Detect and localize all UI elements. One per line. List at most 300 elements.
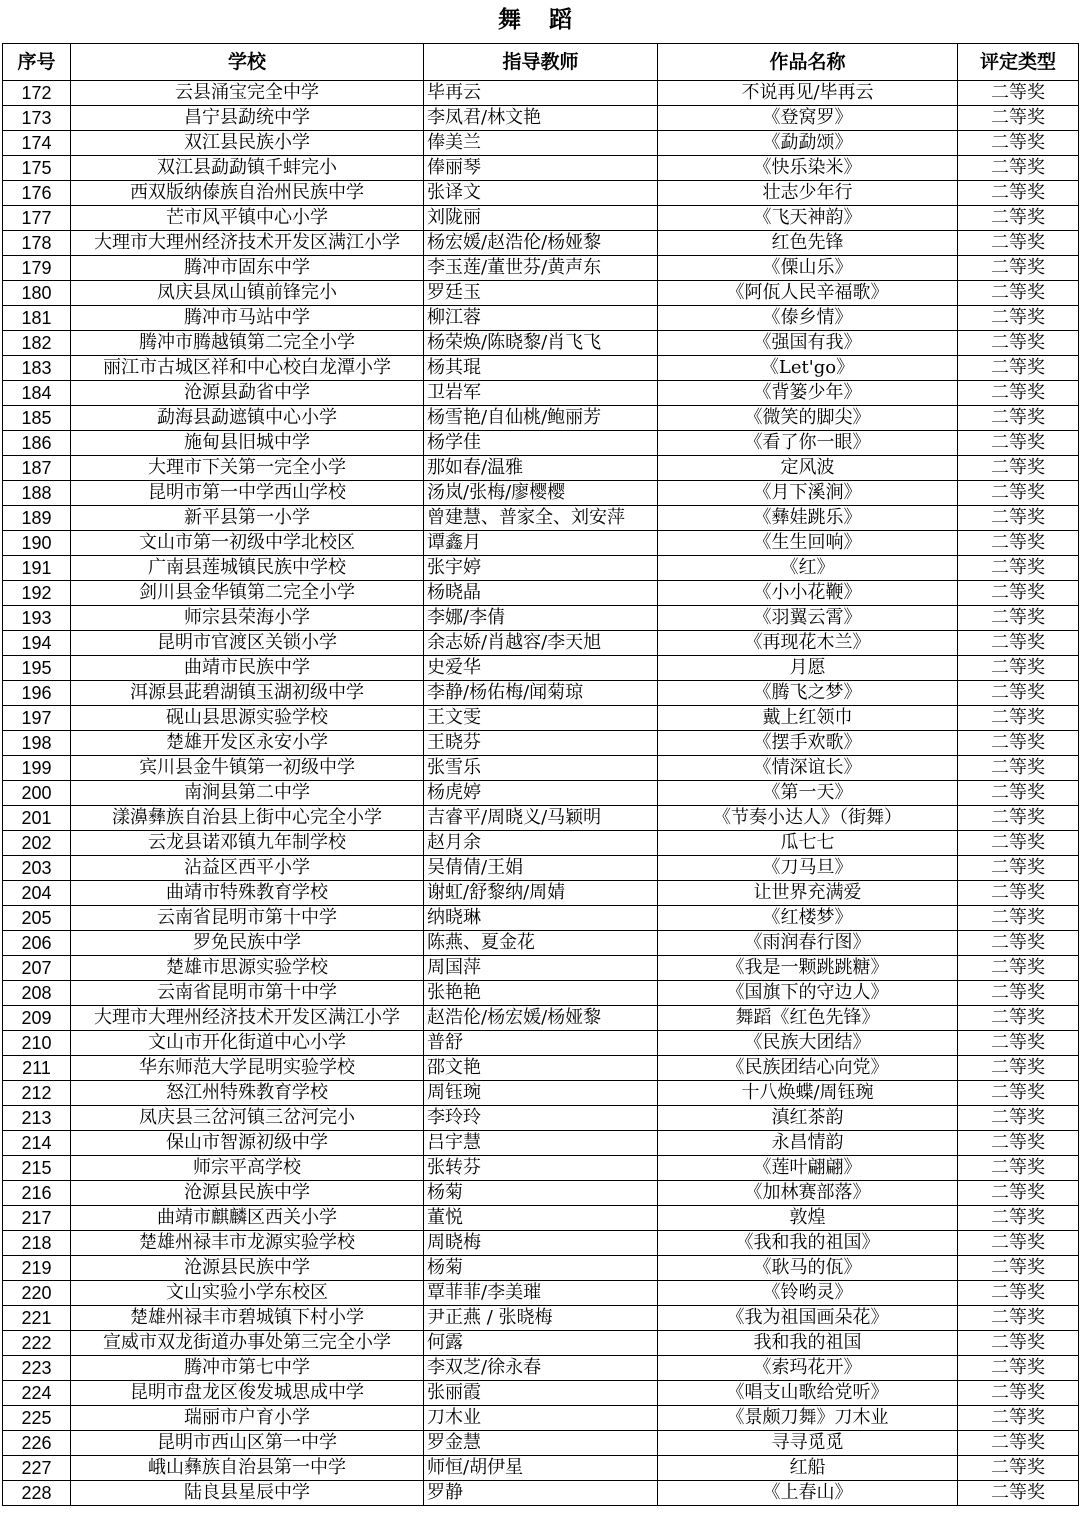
table-row	[3, 1306, 1079, 1331]
work-title-cell: 《小小花鞭》	[658, 581, 958, 606]
award-cell: 二等奖	[958, 906, 1079, 931]
row-index: 207	[3, 956, 71, 981]
award-cell: 二等奖	[958, 1456, 1079, 1481]
row-index: 181	[3, 306, 71, 331]
row-index: 228	[3, 1481, 71, 1506]
teacher-cell: 杨其琨	[424, 356, 658, 381]
teacher-cell: 张宇婷	[424, 556, 658, 581]
work-title-cell: 《情深谊长》	[658, 756, 958, 781]
row-index: 226	[3, 1431, 71, 1456]
work-title-cell: 《节奏小达人》（街舞）	[658, 806, 958, 831]
school-cell: 瑞丽市户育小学	[71, 1406, 424, 1431]
table-row	[3, 1356, 1079, 1381]
table-row	[3, 431, 1079, 456]
table-row	[3, 981, 1079, 1006]
table-row	[3, 1481, 1079, 1506]
work-title-cell: 《第一天》	[658, 781, 958, 806]
teacher-cell: 张雪乐	[424, 756, 658, 781]
school-cell: 芒市风平镇中心小学	[71, 206, 424, 231]
teacher-cell: 李静/杨佑梅/闻菊琼	[424, 681, 658, 706]
row-index: 189	[3, 506, 71, 531]
row-index: 185	[3, 406, 71, 431]
work-title-cell: 《上春山》	[658, 1481, 958, 1506]
work-title-cell: 寻寻觅觅	[658, 1431, 958, 1456]
award-cell: 二等奖	[958, 1406, 1079, 1431]
teacher-cell: 赵浩伦/杨宏媛/杨娅黎	[424, 1006, 658, 1031]
award-cell: 二等奖	[958, 1256, 1079, 1281]
table-row	[3, 331, 1079, 356]
award-cell: 二等奖	[958, 1306, 1079, 1331]
row-index: 227	[3, 1456, 71, 1481]
row-index: 216	[3, 1181, 71, 1206]
school-cell: 云县涌宝完全中学	[71, 81, 424, 106]
school-cell: 文山实验小学东校区	[71, 1281, 424, 1306]
table-row	[3, 231, 1079, 256]
school-cell: 峨山彝族自治县第一中学	[71, 1456, 424, 1481]
work-title-cell: 《红楼梦》	[658, 906, 958, 931]
award-cell: 二等奖	[958, 1056, 1079, 1081]
award-cell: 二等奖	[958, 1181, 1079, 1206]
table-row	[3, 781, 1079, 806]
teacher-cell: 纳晓琳	[424, 906, 658, 931]
teacher-cell: 杨荣焕/陈晓黎/肖飞飞	[424, 331, 658, 356]
school-cell: 昆明市盘龙区俊发城思成中学	[71, 1381, 424, 1406]
row-index: 222	[3, 1331, 71, 1356]
teacher-cell: 尹正燕 / 张晓梅	[424, 1306, 658, 1331]
row-index: 194	[3, 631, 71, 656]
row-index: 220	[3, 1281, 71, 1306]
row-index: 180	[3, 281, 71, 306]
table-row	[3, 456, 1079, 481]
row-index: 201	[3, 806, 71, 831]
header-school: 学校	[71, 44, 424, 81]
award-cell: 二等奖	[958, 831, 1079, 856]
table-row	[3, 1256, 1079, 1281]
row-index: 191	[3, 556, 71, 581]
award-cell: 二等奖	[958, 956, 1079, 981]
row-index: 177	[3, 206, 71, 231]
work-title-cell: 《国旗下的守边人》	[658, 981, 958, 1006]
table-row	[3, 1031, 1079, 1056]
row-index: 178	[3, 231, 71, 256]
work-title-cell: 《背篓少年》	[658, 381, 958, 406]
award-cell: 二等奖	[958, 181, 1079, 206]
work-title-cell: 《唱支山歌给党听》	[658, 1381, 958, 1406]
award-cell: 二等奖	[958, 1156, 1079, 1181]
table-row	[3, 656, 1079, 681]
school-cell: 腾冲市马站中学	[71, 306, 424, 331]
award-cell: 二等奖	[958, 81, 1079, 106]
header-teacher: 指导教师	[424, 44, 658, 81]
work-title-cell: 《飞天神韵》	[658, 206, 958, 231]
work-title-cell: 戴上红领巾	[658, 706, 958, 731]
table-row	[3, 1231, 1079, 1256]
school-cell: 保山市智源初级中学	[71, 1131, 424, 1156]
work-title-cell: 《民族大团结》	[658, 1031, 958, 1056]
award-cell: 二等奖	[958, 1131, 1079, 1156]
row-index: 206	[3, 931, 71, 956]
school-cell: 曲靖市麒麟区西关小学	[71, 1206, 424, 1231]
table-row	[3, 1081, 1079, 1106]
row-index: 203	[3, 856, 71, 881]
work-title-cell: 不说再见/毕再云	[658, 81, 958, 106]
award-cell: 二等奖	[958, 1106, 1079, 1131]
teacher-cell: 周晓梅	[424, 1231, 658, 1256]
award-cell: 二等奖	[958, 531, 1079, 556]
table-row	[3, 156, 1079, 181]
row-index: 173	[3, 106, 71, 131]
work-title-cell: 永昌情韵	[658, 1131, 958, 1156]
work-title-cell: 敦煌	[658, 1206, 958, 1231]
award-cell: 二等奖	[958, 1281, 1079, 1306]
header-work: 作品名称	[658, 44, 958, 81]
work-title-cell: 《看了你一眼》	[658, 431, 958, 456]
teacher-cell: 俸丽琴	[424, 156, 658, 181]
school-cell: 勐海县勐遮镇中心小学	[71, 406, 424, 431]
work-title-cell: 《雨润春行图》	[658, 931, 958, 956]
page-title: 舞 蹈	[497, 7, 582, 33]
teacher-cell: 柳江蓉	[424, 306, 658, 331]
work-title-cell: 定风波	[658, 456, 958, 481]
teacher-cell: 刀木业	[424, 1406, 658, 1431]
teacher-cell: 何露	[424, 1331, 658, 1356]
row-index: 215	[3, 1156, 71, 1181]
school-cell: 楚雄州禄丰市龙源实验学校	[71, 1231, 424, 1256]
table-row	[3, 306, 1079, 331]
table-body	[3, 81, 1079, 1506]
award-cell: 二等奖	[958, 1331, 1079, 1356]
table-row	[3, 931, 1079, 956]
table-row	[3, 381, 1079, 406]
award-cell: 二等奖	[958, 931, 1079, 956]
teacher-cell: 刘陇丽	[424, 206, 658, 231]
teacher-cell: 吕宇慧	[424, 1131, 658, 1156]
school-cell: 陆良县星辰中学	[71, 1481, 424, 1506]
school-cell: 施甸县旧城中学	[71, 431, 424, 456]
header-award: 评定类型	[958, 44, 1079, 81]
teacher-cell: 杨学佳	[424, 431, 658, 456]
row-index: 174	[3, 131, 71, 156]
row-index: 183	[3, 356, 71, 381]
table-row	[3, 706, 1079, 731]
teacher-cell: 俸美兰	[424, 131, 658, 156]
work-title-cell: 《Let'go》	[658, 356, 958, 381]
school-cell: 腾冲市第七中学	[71, 1356, 424, 1381]
teacher-cell: 王晓芬	[424, 731, 658, 756]
row-index: 212	[3, 1081, 71, 1106]
teacher-cell: 覃菲菲/李美璀	[424, 1281, 658, 1306]
row-index: 198	[3, 731, 71, 756]
school-cell: 宾川县金牛镇第一初级中学	[71, 756, 424, 781]
table-row	[3, 881, 1079, 906]
work-title-cell: 我和我的祖国	[658, 1331, 958, 1356]
school-cell: 云南省昆明市第十中学	[71, 981, 424, 1006]
table-row	[3, 631, 1079, 656]
award-cell: 二等奖	[958, 381, 1079, 406]
table-row	[3, 556, 1079, 581]
table-row	[3, 481, 1079, 506]
work-title-cell: 《登窝罗》	[658, 106, 958, 131]
work-title-cell: 《生生回响》	[658, 531, 958, 556]
row-index: 182	[3, 331, 71, 356]
table-row	[3, 1156, 1079, 1181]
teacher-cell: 王文雯	[424, 706, 658, 731]
school-cell: 凤庆县凤山镇前锋完小	[71, 281, 424, 306]
award-cell: 二等奖	[958, 406, 1079, 431]
table-row	[3, 256, 1079, 281]
award-cell: 二等奖	[958, 481, 1079, 506]
work-title-cell: 《刀马旦》	[658, 856, 958, 881]
row-index: 195	[3, 656, 71, 681]
school-cell: 腾冲市腾越镇第二完全小学	[71, 331, 424, 356]
teacher-cell: 邵文艳	[424, 1056, 658, 1081]
school-cell: 罗免民族中学	[71, 931, 424, 956]
teacher-cell: 杨菊	[424, 1256, 658, 1281]
row-index: 210	[3, 1031, 71, 1056]
award-cell: 二等奖	[958, 1081, 1079, 1106]
teacher-cell: 汤岚/张梅/廖樱樱	[424, 481, 658, 506]
work-title-cell: 《加林赛部落》	[658, 1181, 958, 1206]
award-cell: 二等奖	[958, 656, 1079, 681]
school-cell: 楚雄市思源实验学校	[71, 956, 424, 981]
work-title-cell: 《我是一颗跳跳糖》	[658, 956, 958, 981]
school-cell: 曲靖市特殊教育学校	[71, 881, 424, 906]
work-title-cell: 《莲叶翩翩》	[658, 1156, 958, 1181]
table-row	[3, 1431, 1079, 1456]
teacher-cell: 史爱华	[424, 656, 658, 681]
table-row	[3, 181, 1079, 206]
school-cell: 沧源县勐省中学	[71, 381, 424, 406]
row-index: 219	[3, 1256, 71, 1281]
teacher-cell: 杨菊	[424, 1181, 658, 1206]
row-index: 208	[3, 981, 71, 1006]
awards-table	[2, 43, 1079, 1506]
award-cell: 二等奖	[958, 306, 1079, 331]
school-cell: 新平县第一小学	[71, 506, 424, 531]
award-cell: 二等奖	[958, 981, 1079, 1006]
school-cell: 文山市第一初级中学北校区	[71, 531, 424, 556]
row-index: 205	[3, 906, 71, 931]
row-index: 214	[3, 1131, 71, 1156]
school-cell: 腾冲市固东中学	[71, 256, 424, 281]
work-title-cell: 《月下溪涧》	[658, 481, 958, 506]
school-cell: 双江县民族小学	[71, 131, 424, 156]
work-title-cell: 瓜七七	[658, 831, 958, 856]
row-index: 223	[3, 1356, 71, 1381]
work-title-cell: 《强国有我》	[658, 331, 958, 356]
award-cell: 二等奖	[958, 281, 1079, 306]
row-index: 188	[3, 481, 71, 506]
row-index: 184	[3, 381, 71, 406]
work-title-cell: 滇红茶韵	[658, 1106, 958, 1131]
teacher-cell: 曾建慧、普家全、刘安萍	[424, 506, 658, 531]
work-title-cell: 《我和我的祖国》	[658, 1231, 958, 1256]
school-cell: 昆明市西山区第一中学	[71, 1431, 424, 1456]
teacher-cell: 董悦	[424, 1206, 658, 1231]
teacher-cell: 卫岩军	[424, 381, 658, 406]
table-row	[3, 1381, 1079, 1406]
work-title-cell: 《民族团结心向党》	[658, 1056, 958, 1081]
teacher-cell: 谭鑫月	[424, 531, 658, 556]
row-index: 225	[3, 1406, 71, 1431]
school-cell: 大理市下关第一完全小学	[71, 456, 424, 481]
table-row	[3, 406, 1079, 431]
work-title-cell: 《阿佤人民辛福歌》	[658, 281, 958, 306]
work-title-cell: 红船	[658, 1456, 958, 1481]
work-title-cell: 十八焕蝶/周钰琬	[658, 1081, 958, 1106]
school-cell: 师宗平高学校	[71, 1156, 424, 1181]
award-cell: 二等奖	[958, 756, 1079, 781]
teacher-cell: 那如春/温雅	[424, 456, 658, 481]
award-cell: 二等奖	[958, 331, 1079, 356]
teacher-cell: 周国萍	[424, 956, 658, 981]
award-cell: 二等奖	[958, 156, 1079, 181]
table-row	[3, 281, 1079, 306]
work-title-cell: 红色先锋	[658, 231, 958, 256]
teacher-cell: 李娜/李倩	[424, 606, 658, 631]
teacher-cell: 罗金慧	[424, 1431, 658, 1456]
school-cell: 沾益区西平小学	[71, 856, 424, 881]
work-title-cell: 《微笑的脚尖》	[658, 406, 958, 431]
school-cell: 曲靖市民族中学	[71, 656, 424, 681]
table-row	[3, 606, 1079, 631]
award-cell: 二等奖	[958, 806, 1079, 831]
award-cell: 二等奖	[958, 681, 1079, 706]
row-index: 224	[3, 1381, 71, 1406]
award-cell: 二等奖	[958, 631, 1079, 656]
teacher-cell: 赵月余	[424, 831, 658, 856]
award-cell: 二等奖	[958, 1356, 1079, 1381]
row-index: 211	[3, 1056, 71, 1081]
award-cell: 二等奖	[958, 1006, 1079, 1031]
teacher-cell: 杨宏媛/赵浩伦/杨娅黎	[424, 231, 658, 256]
school-cell: 楚雄开发区永安小学	[71, 731, 424, 756]
award-cell: 二等奖	[958, 556, 1079, 581]
school-cell: 广南县莲城镇民族中学校	[71, 556, 424, 581]
school-cell: 沧源县民族中学	[71, 1181, 424, 1206]
table-row	[3, 206, 1079, 231]
table-row	[3, 1106, 1079, 1131]
row-index: 204	[3, 881, 71, 906]
teacher-cell: 吴倩倩/王娟	[424, 856, 658, 881]
work-title-cell: 舞蹈《红色先锋》	[658, 1006, 958, 1031]
row-index: 196	[3, 681, 71, 706]
award-cell: 二等奖	[958, 581, 1079, 606]
school-cell: 大理市大理州经济技术开发区满江小学	[71, 231, 424, 256]
award-cell: 二等奖	[958, 606, 1079, 631]
teacher-cell: 李玉莲/董世芬/黄声东	[424, 256, 658, 281]
table-row	[3, 831, 1079, 856]
school-cell: 凤庆县三岔河镇三岔河完小	[71, 1106, 424, 1131]
header-index: 序号	[3, 44, 71, 81]
table-row	[3, 1056, 1079, 1081]
teacher-cell: 毕再云	[424, 81, 658, 106]
school-cell: 洱源县茈碧湖镇玉湖初级中学	[71, 681, 424, 706]
award-cell: 二等奖	[958, 356, 1079, 381]
school-cell: 剑川县金华镇第二完全小学	[71, 581, 424, 606]
row-index: 197	[3, 706, 71, 731]
work-title-cell: 《傈山乐》	[658, 256, 958, 281]
school-cell: 师宗县荣海小学	[71, 606, 424, 631]
school-cell: 文山市开化街道中心小学	[71, 1031, 424, 1056]
table-row	[3, 506, 1079, 531]
row-index: 176	[3, 181, 71, 206]
row-index: 193	[3, 606, 71, 631]
teacher-cell: 谢虹/舒黎纳/周婧	[424, 881, 658, 906]
award-cell: 二等奖	[958, 456, 1079, 481]
work-title-cell: 《我为祖国画朵花》	[658, 1306, 958, 1331]
table-row	[3, 131, 1079, 156]
table-row	[3, 681, 1079, 706]
work-title-cell: 《索玛花开》	[658, 1356, 958, 1381]
table-header-row	[3, 44, 1079, 81]
row-index: 209	[3, 1006, 71, 1031]
table-row	[3, 356, 1079, 381]
teacher-cell: 罗廷玉	[424, 281, 658, 306]
table-row	[3, 106, 1079, 131]
table-row	[3, 1206, 1079, 1231]
school-cell: 华东师范大学昆明实验学校	[71, 1056, 424, 1081]
teacher-cell: 李双芝/徐永春	[424, 1356, 658, 1381]
work-title-cell: 《腾飞之梦》	[658, 681, 958, 706]
school-cell: 双江县勐勐镇千蚌完小	[71, 156, 424, 181]
school-cell: 宣威市双龙街道办事处第三完全小学	[71, 1331, 424, 1356]
award-cell: 二等奖	[958, 106, 1079, 131]
award-cell: 二等奖	[958, 1231, 1079, 1256]
work-title-cell: 《勐勐颂》	[658, 131, 958, 156]
row-index: 179	[3, 256, 71, 281]
work-title-cell: 《快乐染米》	[658, 156, 958, 181]
row-index: 190	[3, 531, 71, 556]
work-title-cell: 《红》	[658, 556, 958, 581]
award-cell: 二等奖	[958, 506, 1079, 531]
table-row	[3, 1456, 1079, 1481]
work-title-cell: 《景颇刀舞》刀木业	[658, 1406, 958, 1431]
teacher-cell: 李凤君/林文艳	[424, 106, 658, 131]
work-title-cell: 《再现花木兰》	[658, 631, 958, 656]
school-cell: 大理市大理州经济技术开发区满江小学	[71, 1006, 424, 1031]
teacher-cell: 周钰琬	[424, 1081, 658, 1106]
work-title-cell: 《羽翼云霄》	[658, 606, 958, 631]
work-title-cell: 《摆手欢歌》	[658, 731, 958, 756]
row-index: 213	[3, 1106, 71, 1131]
school-cell: 昆明市第一中学西山学校	[71, 481, 424, 506]
award-cell: 二等奖	[958, 431, 1079, 456]
teacher-cell: 张转芬	[424, 1156, 658, 1181]
work-title-cell: 壮志少年行	[658, 181, 958, 206]
table-row	[3, 956, 1079, 981]
row-index: 218	[3, 1231, 71, 1256]
award-cell: 二等奖	[958, 1481, 1079, 1506]
row-index: 172	[3, 81, 71, 106]
table-row	[3, 581, 1079, 606]
school-cell: 云龙县诺邓镇九年制学校	[71, 831, 424, 856]
table-row	[3, 1331, 1079, 1356]
award-cell: 二等奖	[958, 256, 1079, 281]
teacher-cell: 吉睿平/周晓义/马颖明	[424, 806, 658, 831]
school-cell: 沧源县民族中学	[71, 1256, 424, 1281]
teacher-cell: 师恒/胡伊星	[424, 1456, 658, 1481]
work-title-cell: 《耿马的佤》	[658, 1256, 958, 1281]
award-cell: 二等奖	[958, 781, 1079, 806]
table-row	[3, 806, 1079, 831]
work-title-cell: 让世界充满爱	[658, 881, 958, 906]
school-cell: 楚雄州禄丰市碧城镇下村小学	[71, 1306, 424, 1331]
work-title-cell: 《彝娃跳乐》	[658, 506, 958, 531]
teacher-cell: 杨虎婷	[424, 781, 658, 806]
teacher-cell: 余志娇/肖越容/李天旭	[424, 631, 658, 656]
award-cell: 二等奖	[958, 881, 1079, 906]
